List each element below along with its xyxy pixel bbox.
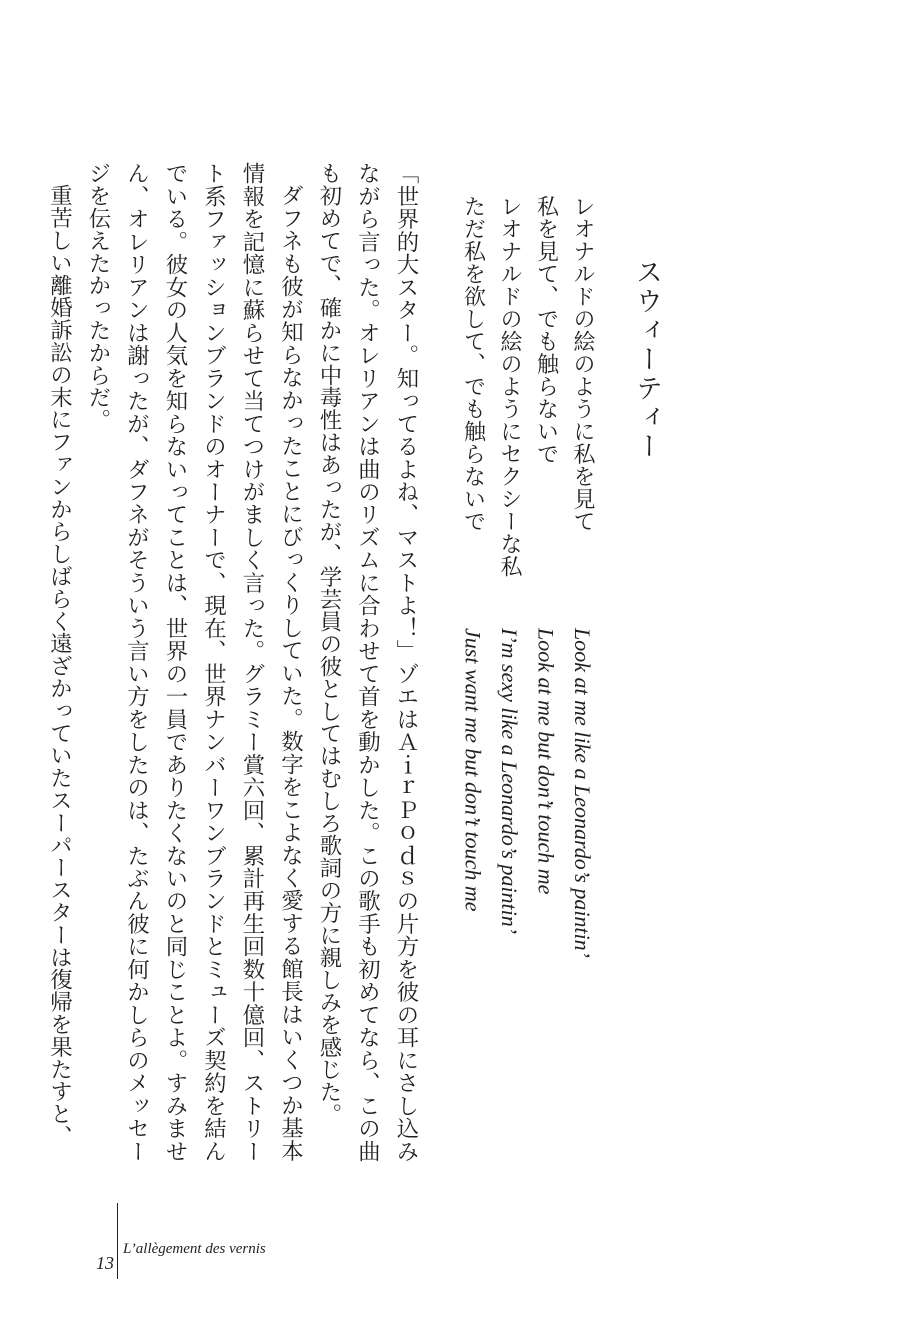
lyrics-japanese <box>455 195 600 615</box>
paragraph-3: 重苦しい離婚訴訟の末にファンからしばらく遠ざかっていたスーパースターは復帰を果たすと、 <box>46 184 73 1148</box>
lyric-line-en-3: I’m sexy like a Leonardo’s paintin’ <box>497 628 522 935</box>
paragraph-2: ダフネも彼が知らなかったことにびっくりしていた。数字をこよなく愛する館長はいくつか基本情報を記憶に蘇らせて当てつけがましく言った。グラミー賞六回、累計再生回数十億回、ストリート系ファッションブランドのオーナーで、現在、世界ナンバーワンブランドとミューズ契約を結んでいる。彼女の人気を知らないってことは、世界の一員でありたくないのと同じことよ。すみません、オレリアンは謝ったが、ダフネがそういう言い方をしたのは、たぶん彼に何かしらのメッセージを伝えたかったからだ。 <box>85 162 304 1162</box>
body-text <box>46 162 425 1162</box>
lyrics-english <box>455 628 600 968</box>
lyric-line-en-4: Just want me but don’t touch me <box>460 628 486 912</box>
lyric-line-jp-3: レオナルドの絵のようにセクシーな私 <box>497 195 522 578</box>
lyric-line-en-1: Look at me like a Leonardo’s paintin’ <box>570 628 595 958</box>
lyric-line-jp-4: ただ私を欲して、でも触らないで <box>460 195 486 533</box>
page-number: 13 <box>96 1253 114 1273</box>
paragraph-1: 「世界的大スター。知ってるよね、マストよ！」ゾエはＡｉｒＰｏｄｓの片方を彼の耳にさし込みながら言った。オレリアンは曲のリズムに合わせて首を動かした。この歌手も初めてなら、この曲も初めてで、確かに中毒性はあったが、学芸員の彼としてはむしろ歌詞の方に親しみを感じた。 <box>316 162 419 1162</box>
lyric-line-jp-1: レオナルドの絵のように私を見て <box>570 195 595 533</box>
lyric-line-jp-2: 私を見て、でも触らないで <box>533 195 559 465</box>
song-title: スウィーティー <box>631 258 662 461</box>
footer-divider <box>117 1203 118 1279</box>
lyric-line-en-2: Look at me but don’t touch me <box>533 628 559 895</box>
running-title: L’allègement des vernis <box>123 1241 266 1257</box>
